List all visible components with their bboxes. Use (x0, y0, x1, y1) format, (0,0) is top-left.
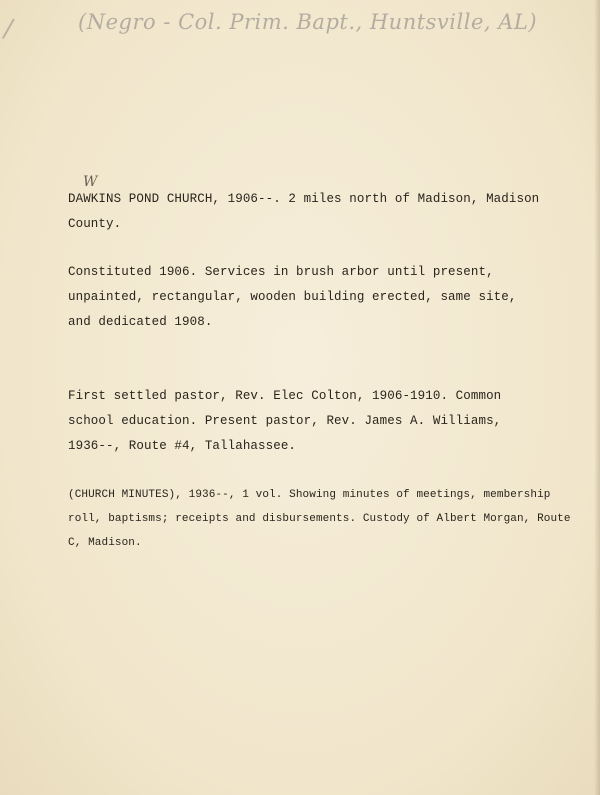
text-line: First settled pastor, Rev. Elec Colton, 1906-1910. Common (68, 389, 502, 403)
handwritten-annotation: (Negro - Col. Prim. Bapt., Huntsville, AL) (78, 10, 538, 34)
text-line: (CHURCH MINUTES), 1936--, 1 vol. Showing minutes of meetings, membership (68, 489, 551, 501)
text-line: and dedicated 1908. (68, 315, 213, 329)
records-paragraph (68, 483, 571, 555)
page-edge-shadow (594, 0, 600, 795)
text-line: C, Madison. (68, 537, 142, 549)
handwritten-correction: W (83, 174, 98, 190)
text-line: County. (68, 217, 122, 231)
text-line: 1936--, Route #4, Tallahassee. (68, 439, 297, 453)
church-heading-paragraph (68, 187, 538, 237)
text-line: school education. Present pastor, Rev. James A. Williams, (68, 414, 502, 428)
pastor-paragraph (68, 384, 538, 459)
history-paragraph (68, 260, 538, 335)
text-line: Constituted 1906. Services in brush arbor until present, (68, 265, 494, 279)
corner-pencil-mark: / (0, 13, 16, 45)
text-line: unpainted, rectangular, wooden building erected, same site, (68, 290, 517, 304)
text-line: roll, baptisms; receipts and disbursements. Custody of Albert Morgan, Route (68, 513, 571, 525)
text-line: DAWKINS POND CHURCH, 1906--. 2 miles north of Madison, Madison (68, 192, 540, 206)
